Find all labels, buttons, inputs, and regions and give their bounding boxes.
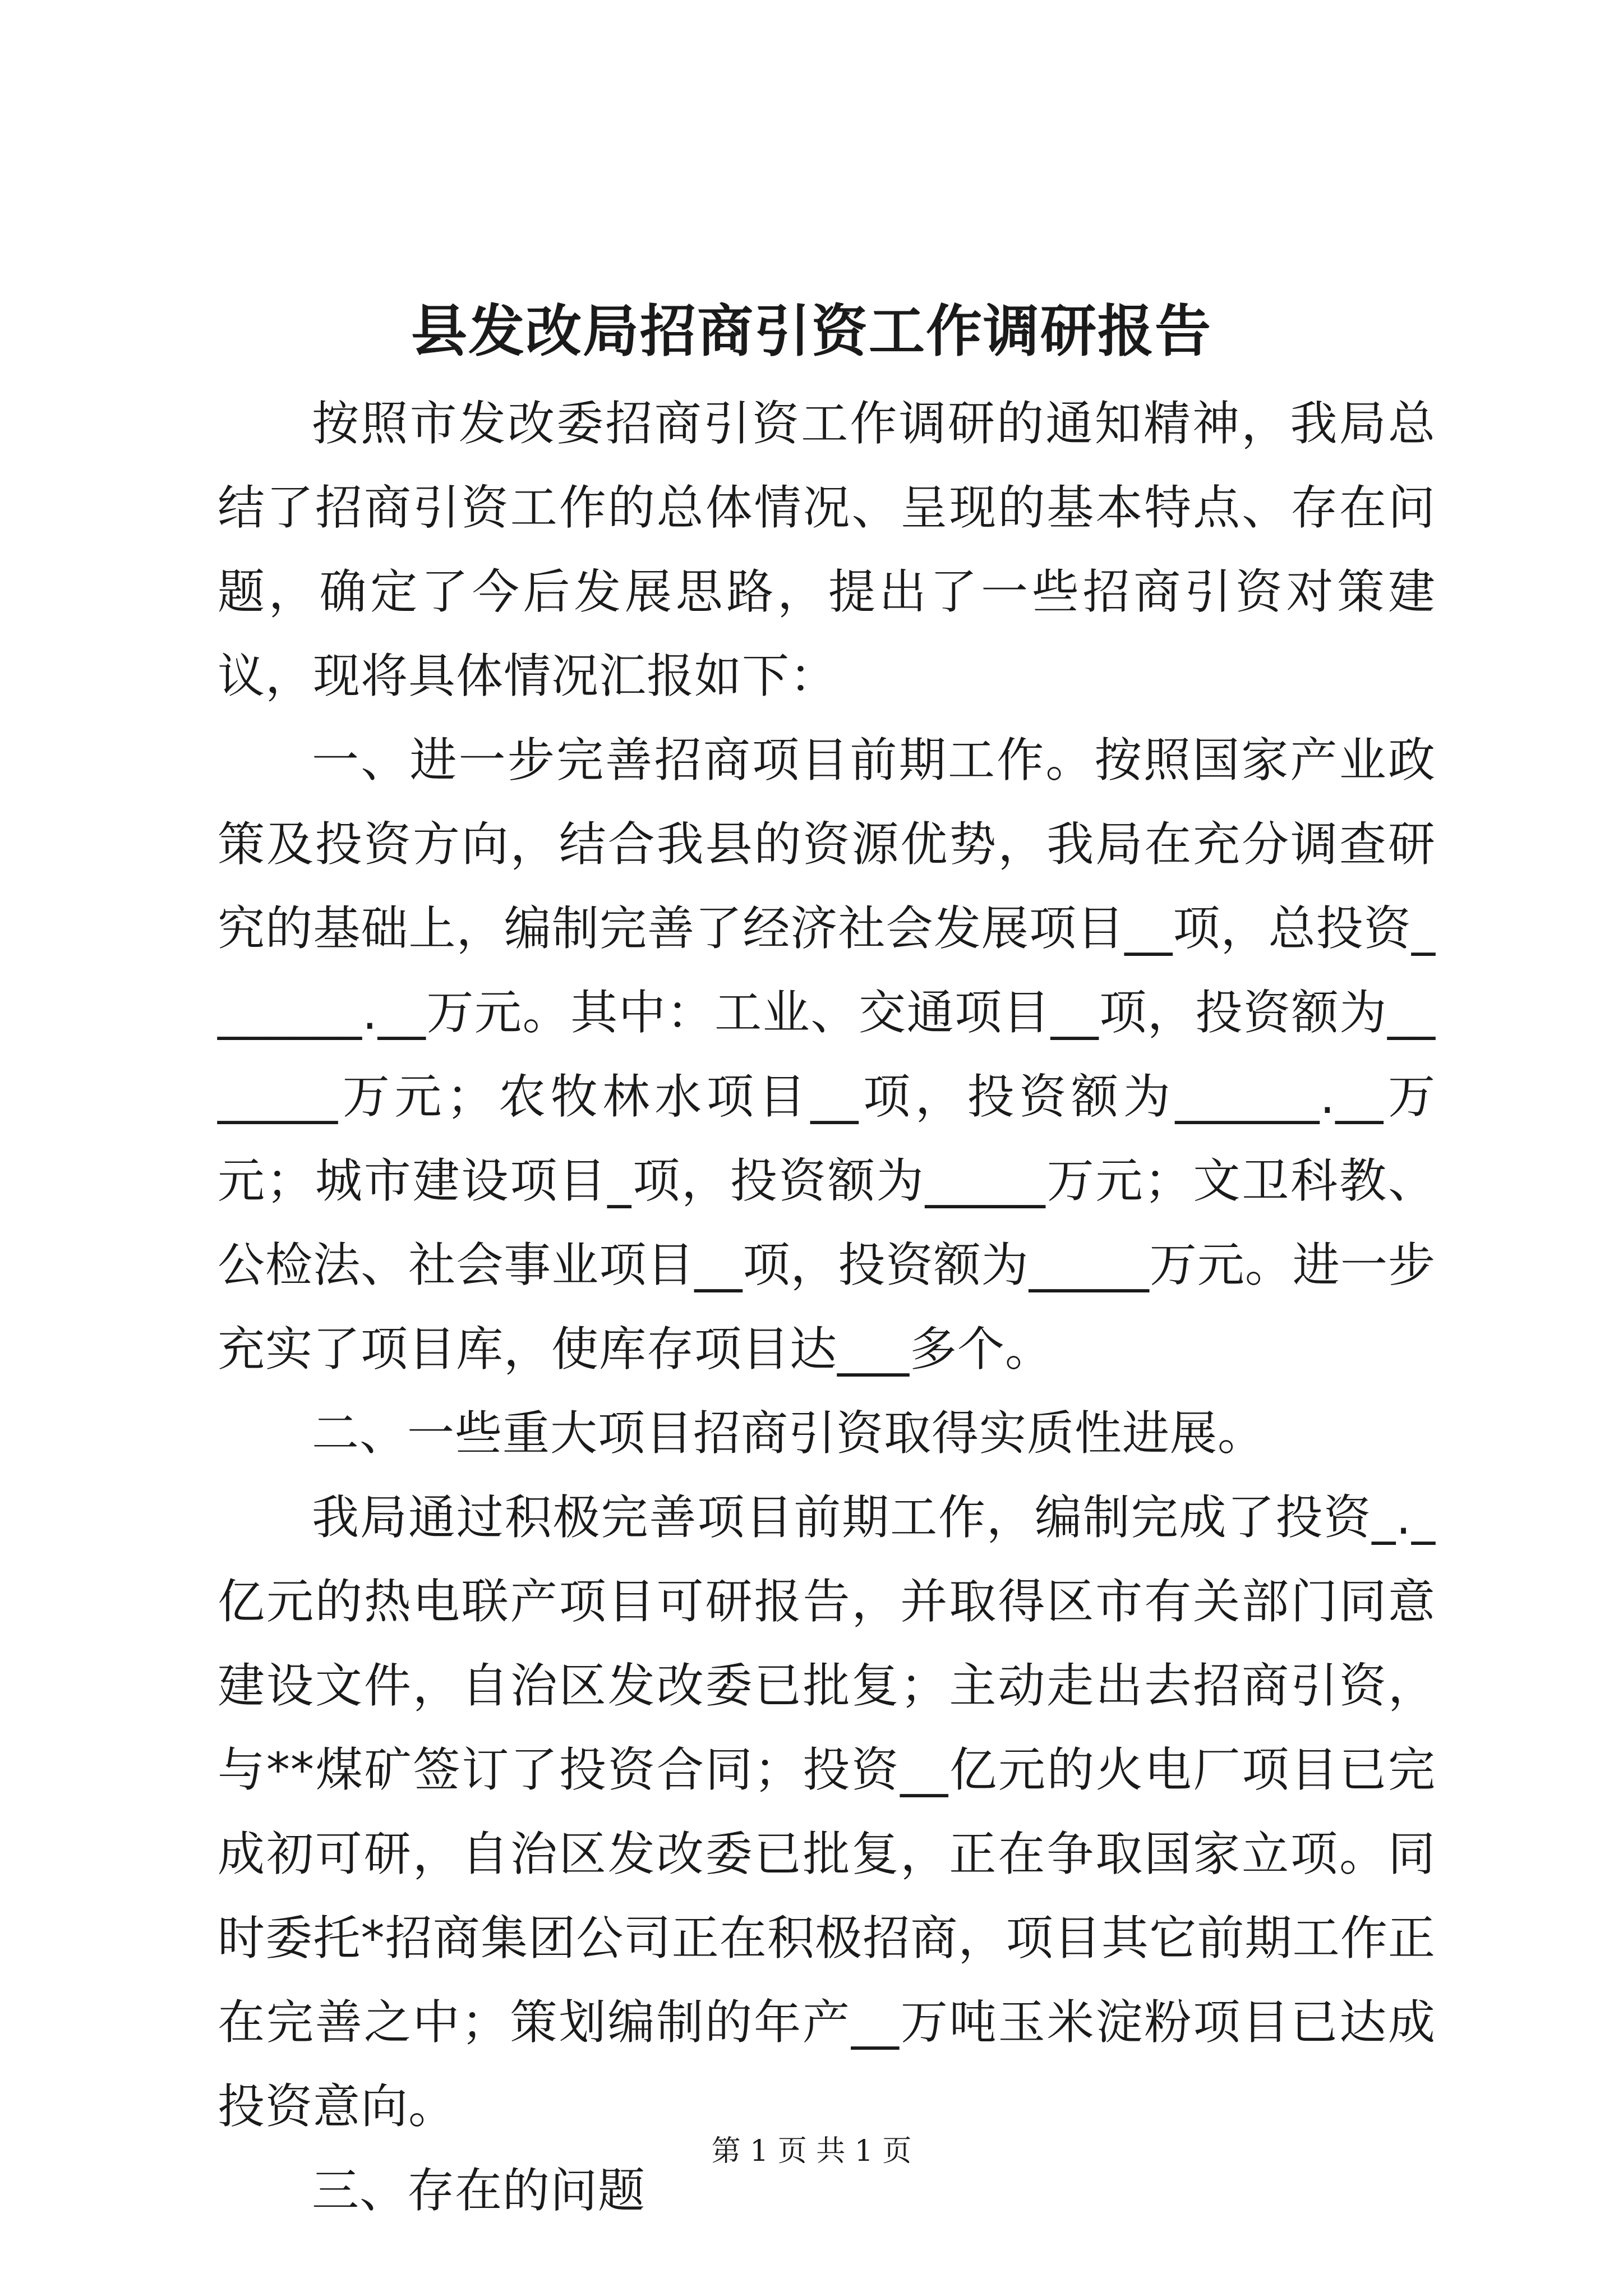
page-number-footer: 第 1 页 共 1 页 xyxy=(711,2134,912,2168)
paragraph-section-two-heading: 二、一些重大项目招商引资取得实质性进展。 xyxy=(312,1406,1266,1461)
document-body xyxy=(218,381,1436,2233)
paragraph-intro: 按照市发改委招商引资工作调研的通知精神，我局总结了招商引资工作的总体情况、呈现的基本特点、存在问题，确定了今后发展思路，提出了一些招商引资对策建议，现将具体情况汇报如下： xyxy=(218,396,1436,703)
paragraph-section-one: 一、进一步完善招商项目前期工作。按照国家产业政策及投资方向，结合我县的资源优势，我局在充分调查研究的基础上，编制完善了经济社会发展项目__项，总投资_______.__万元。其中：工业、交通项目__项，投资额为_______万元；农牧林水项目__项，投资额为______.__万元；城市建设项目_项，投资额为_____万元；文卫科教、公检法、社会事业项目__项，投资额为_____万元。进一步充实了项目库，使库存项目达___多个。 xyxy=(218,733,1436,1377)
document-title: 县发改局招商引资工作调研报告 xyxy=(411,298,1212,364)
paragraph-section-three-heading: 三、存在的问题 xyxy=(312,2163,646,2218)
paragraph-section-two-body: 我局通过积极完善项目前期工作，编制完成了投资_._亿元的热电联产项目可研报告，并取得区市有关部门同意建设文件，自治区发改委已批复；主动走出去招商引资，与**煤矿签订了投资合同；投资__亿元的火电厂项目已完成初可研，自治区发改委已批复，正在争取国家立项。同时委托*招商集团公司正在积极招商，项目其它前期工作正在完善之中；策划编制的年产__万吨玉米淀粉项目已达成投资意向。 xyxy=(218,1490,1436,2134)
